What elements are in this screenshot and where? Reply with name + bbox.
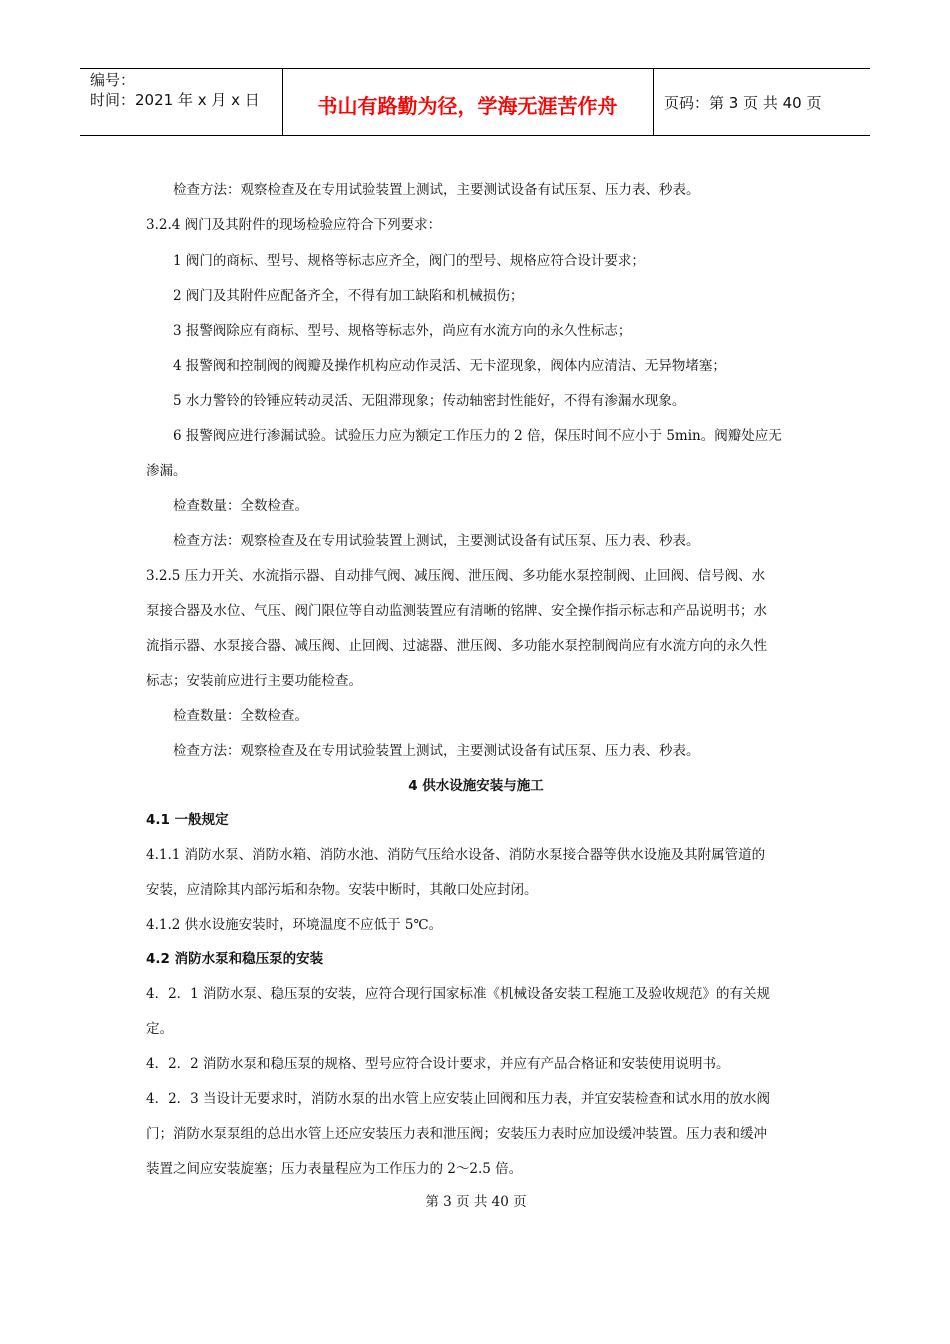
header-page-info: 页码：第 3 页 共 40 页	[664, 94, 822, 112]
section-heading-4-2: 4.2 消防水泵和稳压泵的安装	[146, 951, 324, 967]
body-line: 检查数量：全数检查。	[173, 708, 308, 724]
body-line: 4．2．2 消防水泵和稳压泵的规格、型号应符合设计要求，并应有产品合格证和安装使用说明书。	[146, 1056, 730, 1072]
body-line: 定。	[146, 1021, 173, 1037]
header-top-rule	[80, 68, 870, 69]
section-heading-4-1: 4.1 一般规定	[146, 812, 229, 828]
header-divider-right	[653, 68, 654, 135]
header-meta	[90, 70, 260, 110]
body-line: 泵接合器及水位、气压、阀门限位等自动监测装置应有清晰的铭牌、安全操作指示标志和产品说明书；水	[146, 603, 767, 619]
body-line: 检查方法：观察检查及在专用试验装置上测试，主要测试设备有试压泵、压力表、秒表。	[173, 182, 700, 198]
body-line: 渗漏。	[146, 463, 187, 479]
number-label: 编号：	[90, 71, 136, 89]
body-line: 检查方法：观察检查及在专用试验装置上测试，主要测试设备有试压泵、压力表、秒表。	[173, 533, 700, 549]
page-footer: 第 3 页 共 40 页	[425, 1194, 527, 1210]
header-motto: 书山有路勤为径，学海无涯苦作舟	[317, 94, 618, 118]
body-line: 装置之间应安装旋塞；压力表量程应为工作压力的 2～2.5 倍。	[146, 1161, 523, 1177]
body-line: 5 水力警铃的铃锤应转动灵活、无阻滞现象；传动轴密封性能好，不得有渗漏水现象。	[173, 393, 686, 409]
body-line: 3 报警阀除应有商标、型号、规格等标志外，尚应有水流方向的永久性标志；	[173, 323, 632, 339]
body-line: 4 报警阀和控制阀的阀瓣及操作机构应动作灵活、无卡涩现象，阀体内应清洁、无异物堵塞；	[173, 358, 726, 374]
header-bottom-rule	[80, 135, 870, 136]
body-line: 3.2.4 阀门及其附件的现场检验应符合下列要求：	[146, 217, 442, 233]
section-heading-4: 4 供水设施安装与施工	[408, 778, 544, 794]
body-line: 标志；安装前应进行主要功能检查。	[146, 673, 362, 689]
body-line: 2 阀门及其附件应配备齐全，不得有加工缺陷和机械损伤；	[173, 288, 524, 304]
body-line: 1 阀门的商标、型号、规格等标志应齐全，阀门的型号、规格应符合设计要求；	[173, 253, 645, 269]
body-line: 6 报警阀应进行渗漏试验。试验压力应为额定工作压力的 2 倍，保压时间不应小于 5min。阀瓣处应无	[173, 428, 782, 444]
body-line: 3.2.5 压力开关、水流指示器、自动排气阀、减压阀、泄压阀、多功能水泵控制阀、止回阀、信号阀、水	[146, 568, 766, 584]
body-line: 检查数量：全数检查。	[173, 498, 308, 514]
date-line: 时间：2021 年 x 月 x 日	[90, 91, 260, 109]
body-line: 4.1.2 供水设施安装时，环境温度不应低于 5℃。	[146, 917, 443, 933]
body-line: 检查方法：观察检查及在专用试验装置上测试，主要测试设备有试压泵、压力表、秒表。	[173, 743, 700, 759]
body-line: 4.1.1 消防水泵、消防水箱、消防水池、消防气压给水设备、消防水泵接合器等供水设施及其附属管道的	[146, 847, 766, 863]
body-line: 4．2．1 消防水泵、稳压泵的安装，应符合现行国家标准《机械设备安装工程施工及验收规范》的有关规	[146, 986, 771, 1002]
body-line: 安装，应清除其内部污垢和杂物。安装中断时，其敞口处应封闭。	[146, 882, 538, 898]
body-line: 流指示器、水泵接合器、减压阀、止回阀、过滤器、泄压阀、多功能水泵控制阀尚应有水流方向的永久性	[146, 638, 767, 654]
body-line: 4．2．3 当设计无要求时，消防水泵的出水管上应安装止回阀和压力表，并宜安装检查和试水用的放水阀	[146, 1091, 771, 1107]
body-line: 门；消防水泵泵组的总出水管上还应安装压力表和泄压阀；安装压力表时应加设缓冲装置。压力表和缓冲	[146, 1126, 767, 1142]
